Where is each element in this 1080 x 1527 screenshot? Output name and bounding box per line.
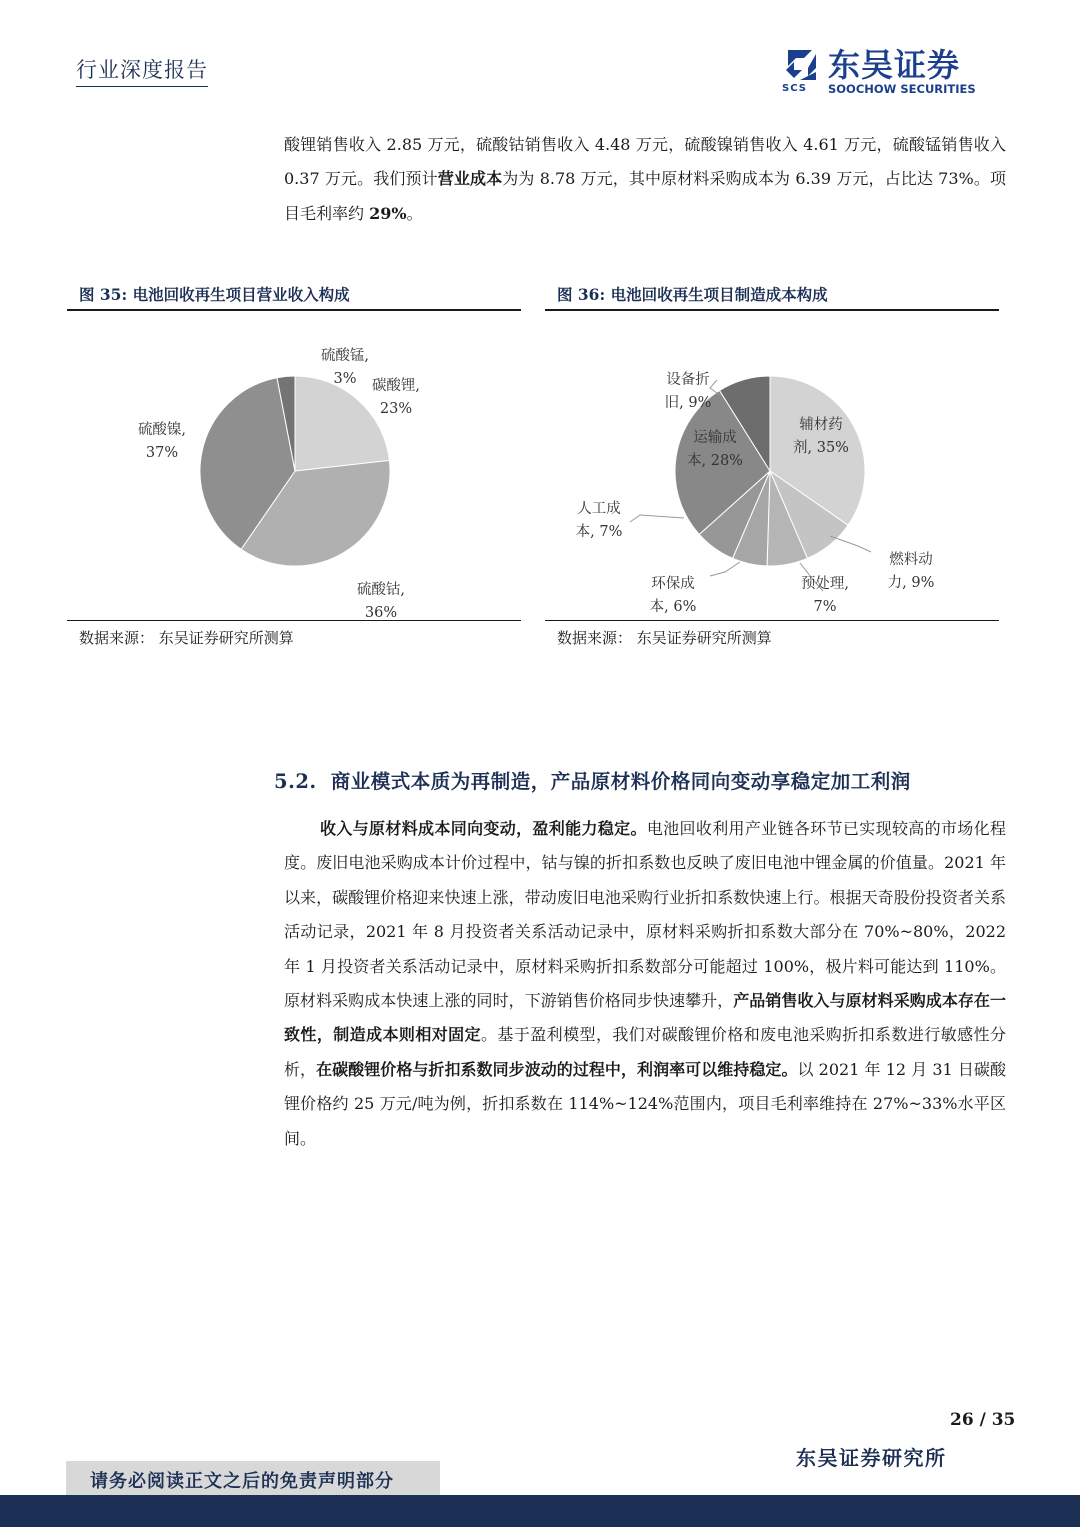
- intro-bold-2: 29%: [369, 203, 407, 223]
- figure-36-title: 图 36: 电池回收再生项目制造成本构成: [557, 285, 828, 304]
- figure-36-source: 数据来源： 东吴证券研究所测算: [557, 629, 772, 647]
- pie-label-硫酸镍: 硫酸镍, 37%: [137, 422, 187, 461]
- pie-label-碳酸锂: 碳酸锂, 23%: [371, 378, 421, 417]
- figure-36: [545, 280, 999, 647]
- leader-line: [830, 536, 871, 552]
- pie-label-人工成本: 人工成本, 7%: [575, 501, 623, 540]
- body-text-1: 电池回收利用产业链各环节已实现较高的市场化程度。废旧电池采购成本计价过程中，钴与镍的折扣系数也反映了废旧电池中锂金属的价值量。2021 年以来，碳酸锂价格迎来快速上涨，带动废旧电池采购行业折扣系数快速上行。根据天奇股份投资者关系活动记录，2021 年 8 月投资者关系活动记录中，原材料采购折扣系数大部分在 70%~80%，2022 年 1 月投资者关系活动记录中，原材料采购折扣系数部分可能超过 100%，极片料可能达到 110%。原材料采购成本快速上涨的同时，下游销售价格同步快速攀升，: [284, 819, 1006, 1011]
- leader-line: [710, 562, 740, 576]
- footer-organization: 东吴证券研究所: [796, 1446, 947, 1470]
- logo-chinese-name: 东吴证券: [828, 46, 961, 84]
- figure-35-source: 数据来源： 东吴证券研究所测算: [79, 629, 294, 647]
- body-text-2: 。基于盈利模型，我们对碳酸锂价格和废电池采购折扣系数进行敏感性分析，: [284, 1025, 1006, 1079]
- body-paragraph: [284, 812, 1006, 1156]
- company-logo: [782, 46, 994, 98]
- page-number: 26 / 35: [950, 1410, 1016, 1430]
- logo-english-name: SOOCHOW SECURITIES: [828, 82, 976, 96]
- pie-label-辅材药剂: 辅材药剂, 35%: [793, 417, 849, 456]
- report-type-header: 行业深度报告: [76, 54, 208, 87]
- logo-abbr: SCS: [782, 83, 807, 94]
- body-text-3: 以 2021 年 12 月 31 日碳酸锂价格约 25 万元/吨为例，折扣系数在 114%~124%范围内，项目毛利率维持在 27%~33%水平区间。: [284, 1059, 1006, 1148]
- figure-35-bottom-rule: [67, 620, 521, 621]
- intro-text-1: 酸锂销售收入 2.85 万元，硫酸钴销售收入 4.48 万元，硫酸镍销售收入 4.61 万元，硫酸锰销售收入 0.37 万元。我们预计: [284, 135, 1006, 189]
- section-heading: [274, 766, 911, 794]
- intro-text-3: 。: [406, 203, 423, 223]
- footer-disclaimer: 请务必阅读正文之后的免责声明部分: [90, 1471, 394, 1492]
- intro-text-2: 为为 8.78 万元，其中原材料采购成本为 6.39 万元，占比达 73%。项目毛利率约: [284, 169, 1006, 223]
- pie-label-硫酸钴: 硫酸钴, 36%: [356, 582, 406, 620]
- figure-35-title: 图 35: 电池回收再生项目营业收入构成: [79, 285, 350, 304]
- section-title-text: 商业模式本质为再制造，产品原材料价格同向变动享稳定加工利润: [330, 770, 911, 793]
- leader-line: [630, 515, 684, 522]
- intro-paragraph: [284, 128, 1006, 231]
- figure-35: [67, 280, 521, 647]
- body-bold-1: 收入与原材料成本同向变动，盈利能力稳定。: [320, 819, 647, 838]
- figure-35-pie-chart: [67, 310, 521, 620]
- footer-bar: [0, 1495, 1080, 1527]
- pie-label-硫酸锰: 硫酸锰, 3%: [320, 348, 370, 387]
- pie-label-燃料动力: 燃料动力, 9%: [887, 552, 935, 591]
- body-bold-3: 在碳酸锂价格与折扣系数同步波动的过程中，利润率可以维持稳定。: [316, 1059, 798, 1079]
- section-number: 5.2.: [274, 770, 317, 793]
- figure-36-bottom-rule: [545, 620, 999, 621]
- pie-label-运输成本: 运输成本, 28%: [687, 430, 743, 469]
- body-bold-2: 产品销售收入与原材料采购成本存在一致性，制造成本则相对固定: [284, 991, 1006, 1045]
- pie-label-环保成本: 环保成本, 6%: [649, 576, 697, 615]
- intro-bold-1: 营业成本: [437, 169, 503, 189]
- pie-label-预处理: 预处理, 7%: [800, 576, 850, 615]
- pie-label-设备折旧: 设备折旧, 9%: [664, 372, 712, 411]
- figure-36-pie-chart: [545, 310, 999, 620]
